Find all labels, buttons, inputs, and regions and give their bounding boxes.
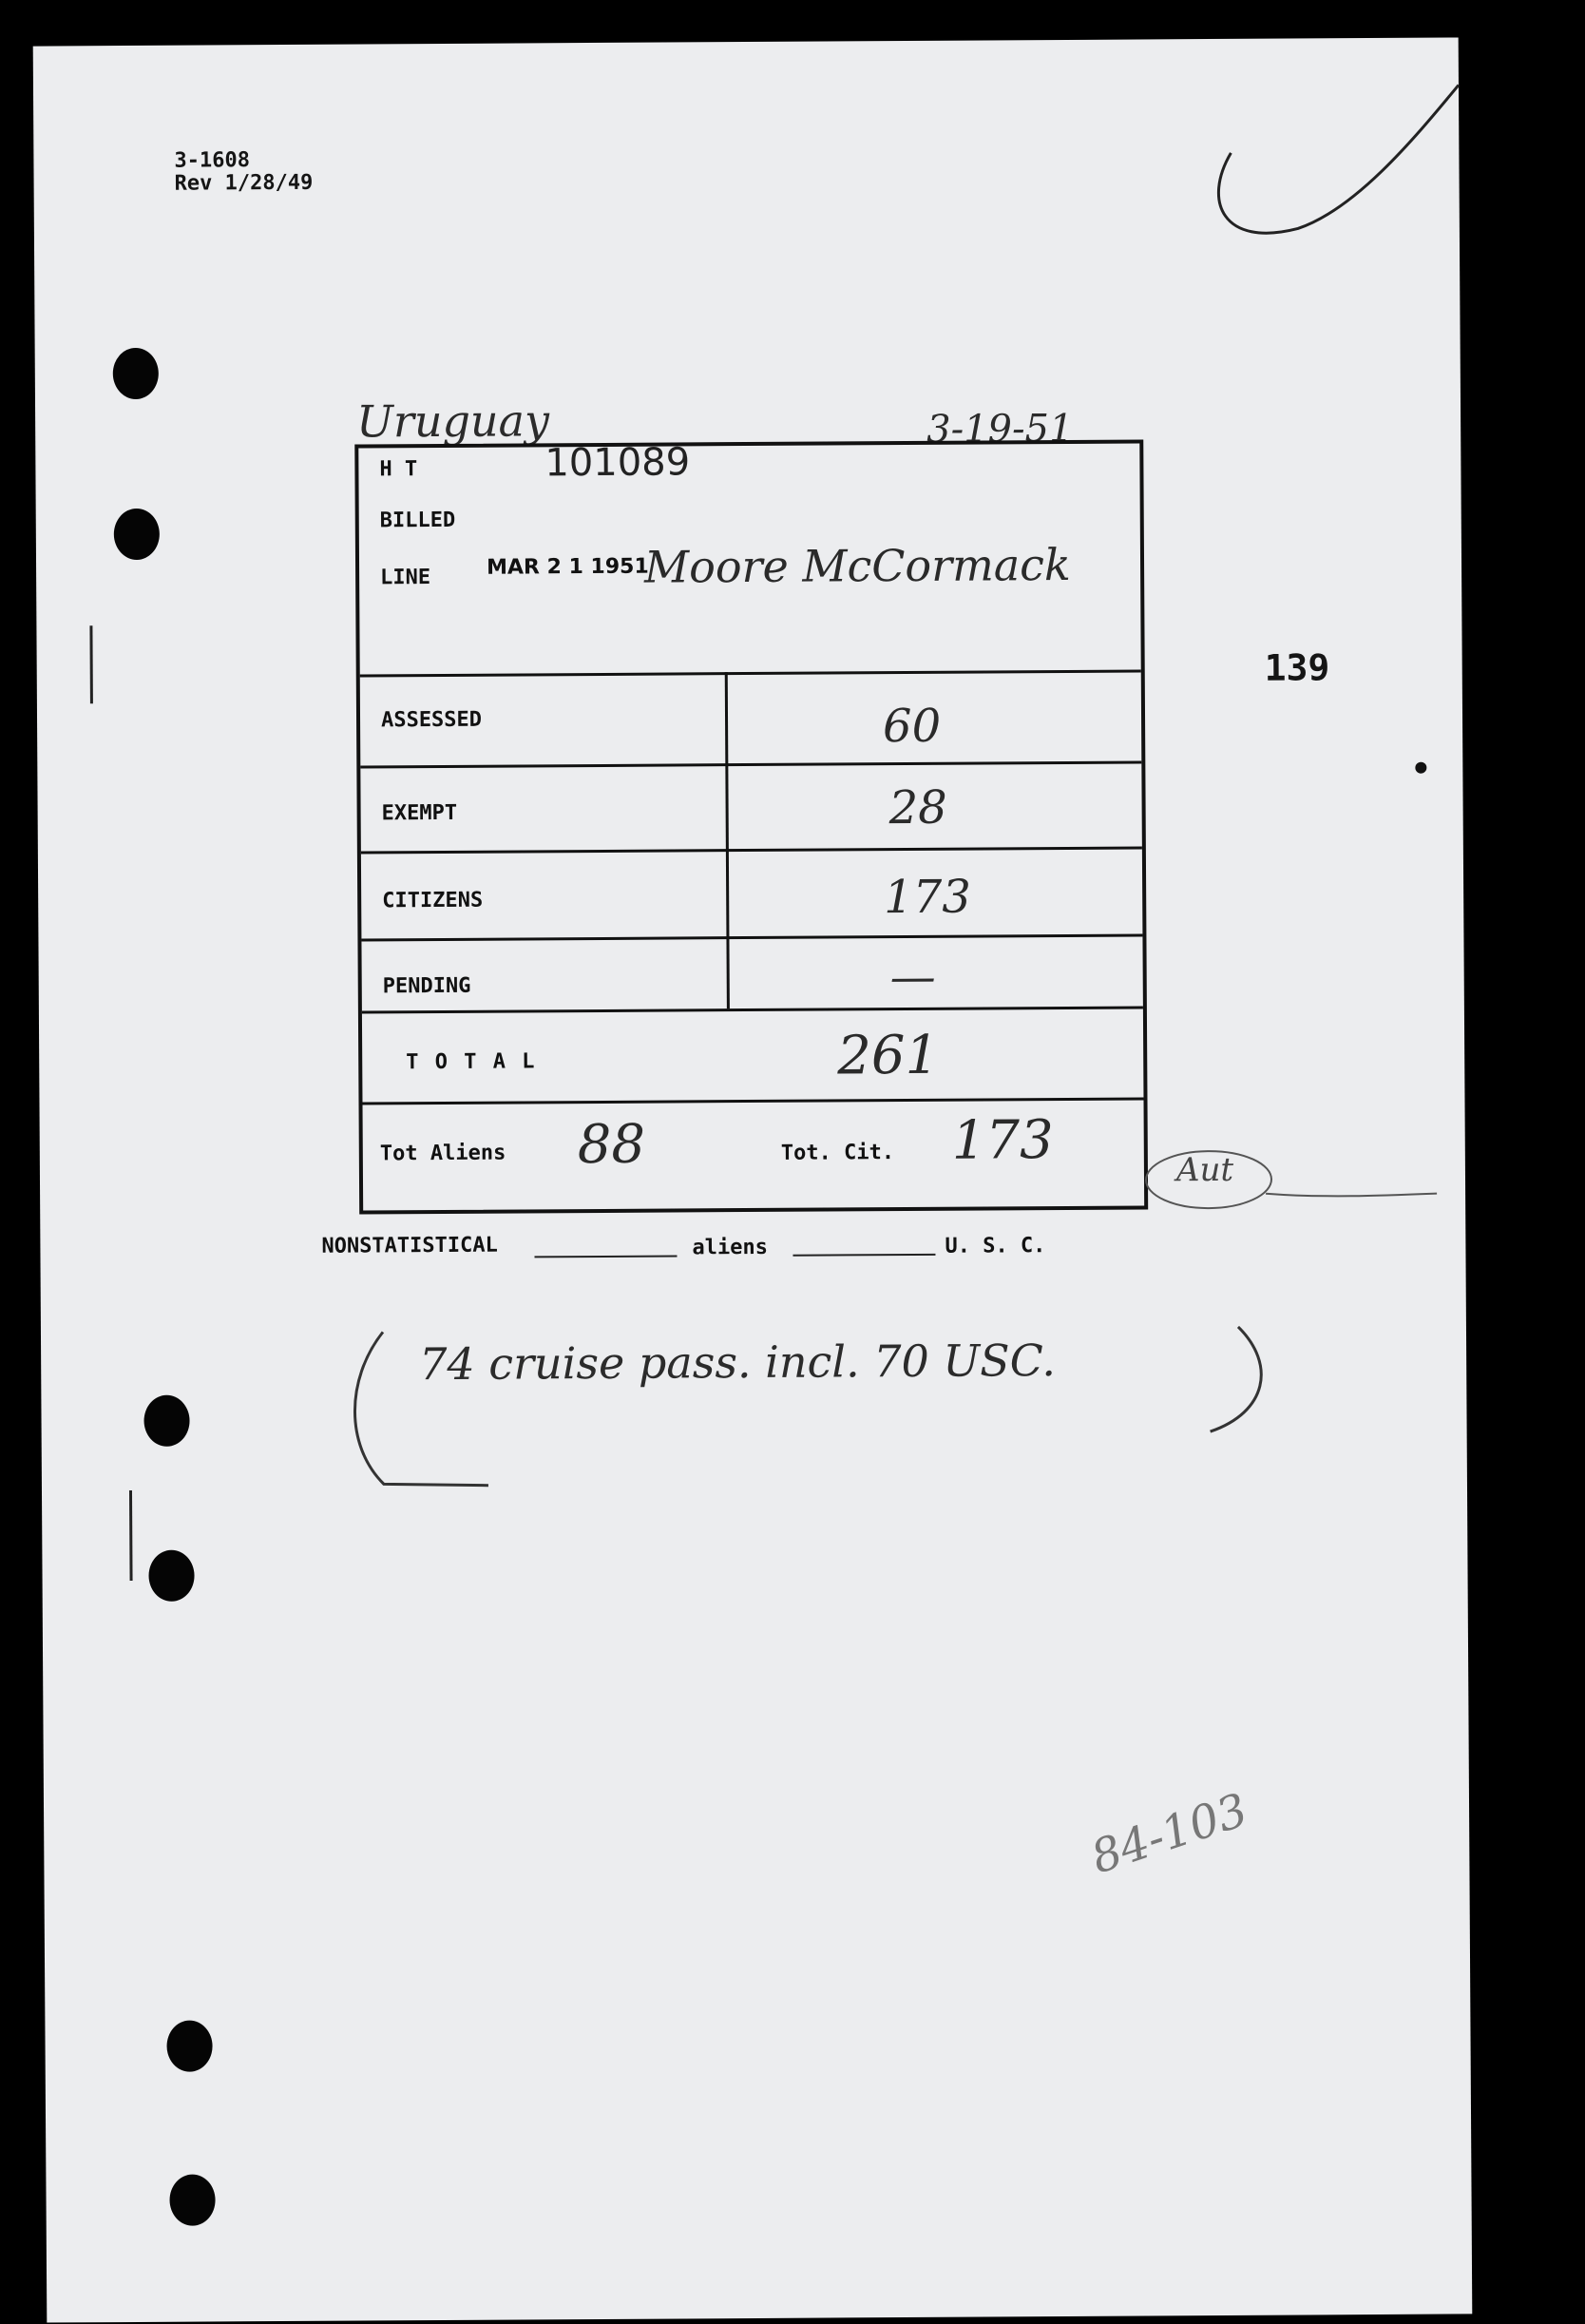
ht-number: 101089 [544, 440, 691, 486]
usc-label: U. S. C. [945, 1234, 1046, 1258]
nonstatistical-label: NONSTATISTICAL [321, 1233, 498, 1258]
country-handwritten: Uruguay [355, 394, 550, 448]
form-column-divider [725, 672, 730, 1008]
nonstatistical-blank [534, 1255, 677, 1258]
line-label: LINE [380, 566, 431, 590]
form-divider [361, 933, 1142, 941]
margin-mark [89, 625, 93, 703]
tot-cit-label: Tot. Cit. [780, 1141, 895, 1165]
pending-label: PENDING [382, 973, 471, 999]
received-date-stamp: MAR 2 1 1951 [486, 554, 649, 580]
note-handwritten: 74 cruise pass. incl. 70 USC. [419, 1335, 1057, 1391]
date-handwritten: 3-19-51 [926, 406, 1074, 451]
exempt-value: 28 [888, 780, 947, 835]
punch-hole [148, 1550, 194, 1602]
billed-label: BILLED [379, 508, 456, 533]
aliens-label: aliens [692, 1235, 768, 1260]
ht-label: H T [379, 457, 418, 482]
total-label: T O T A L [406, 1049, 537, 1075]
check-mark-icon [1164, 56, 1469, 267]
punch-hole [113, 348, 159, 399]
assessment-form [354, 439, 1148, 1214]
form-divider [362, 1097, 1143, 1104]
bottom-pencil-note: 84-103 [1084, 1783, 1254, 1885]
aliens-blank [792, 1254, 935, 1257]
punch-hole [166, 2020, 212, 2071]
page-number: 139 [1264, 646, 1330, 689]
total-value: 261 [837, 1024, 940, 1087]
exempt-label: EXEMPT [381, 800, 458, 826]
pending-value: — [889, 950, 936, 1005]
form-divider [360, 669, 1141, 677]
form-divider [362, 1006, 1143, 1013]
tot-cit-value: 173 [951, 1109, 1054, 1172]
punch-hole [114, 509, 160, 560]
tot-aliens-value: 88 [577, 1113, 646, 1177]
form-revision: Rev 1/28/49 [174, 170, 314, 196]
form-divider [361, 846, 1142, 854]
form-code-number: 3-1608 [174, 148, 250, 173]
line-value-handwritten: Moore McCormack [643, 538, 1071, 593]
assessed-value: 60 [882, 699, 942, 754]
margin-mark [129, 1490, 133, 1581]
form-divider [360, 760, 1141, 768]
punch-hole [169, 2174, 215, 2225]
punch-hole [143, 1395, 189, 1447]
citizens-value: 173 [884, 870, 971, 925]
document-page [33, 37, 1473, 2322]
form-code [174, 149, 313, 196]
margin-dot [1415, 762, 1426, 774]
initials-handwritten: Aut [1175, 1150, 1234, 1190]
tot-aliens-label: Tot Aliens [379, 1141, 506, 1166]
citizens-label: CITIZENS [382, 888, 484, 913]
assessed-label: ASSESSED [380, 707, 483, 733]
